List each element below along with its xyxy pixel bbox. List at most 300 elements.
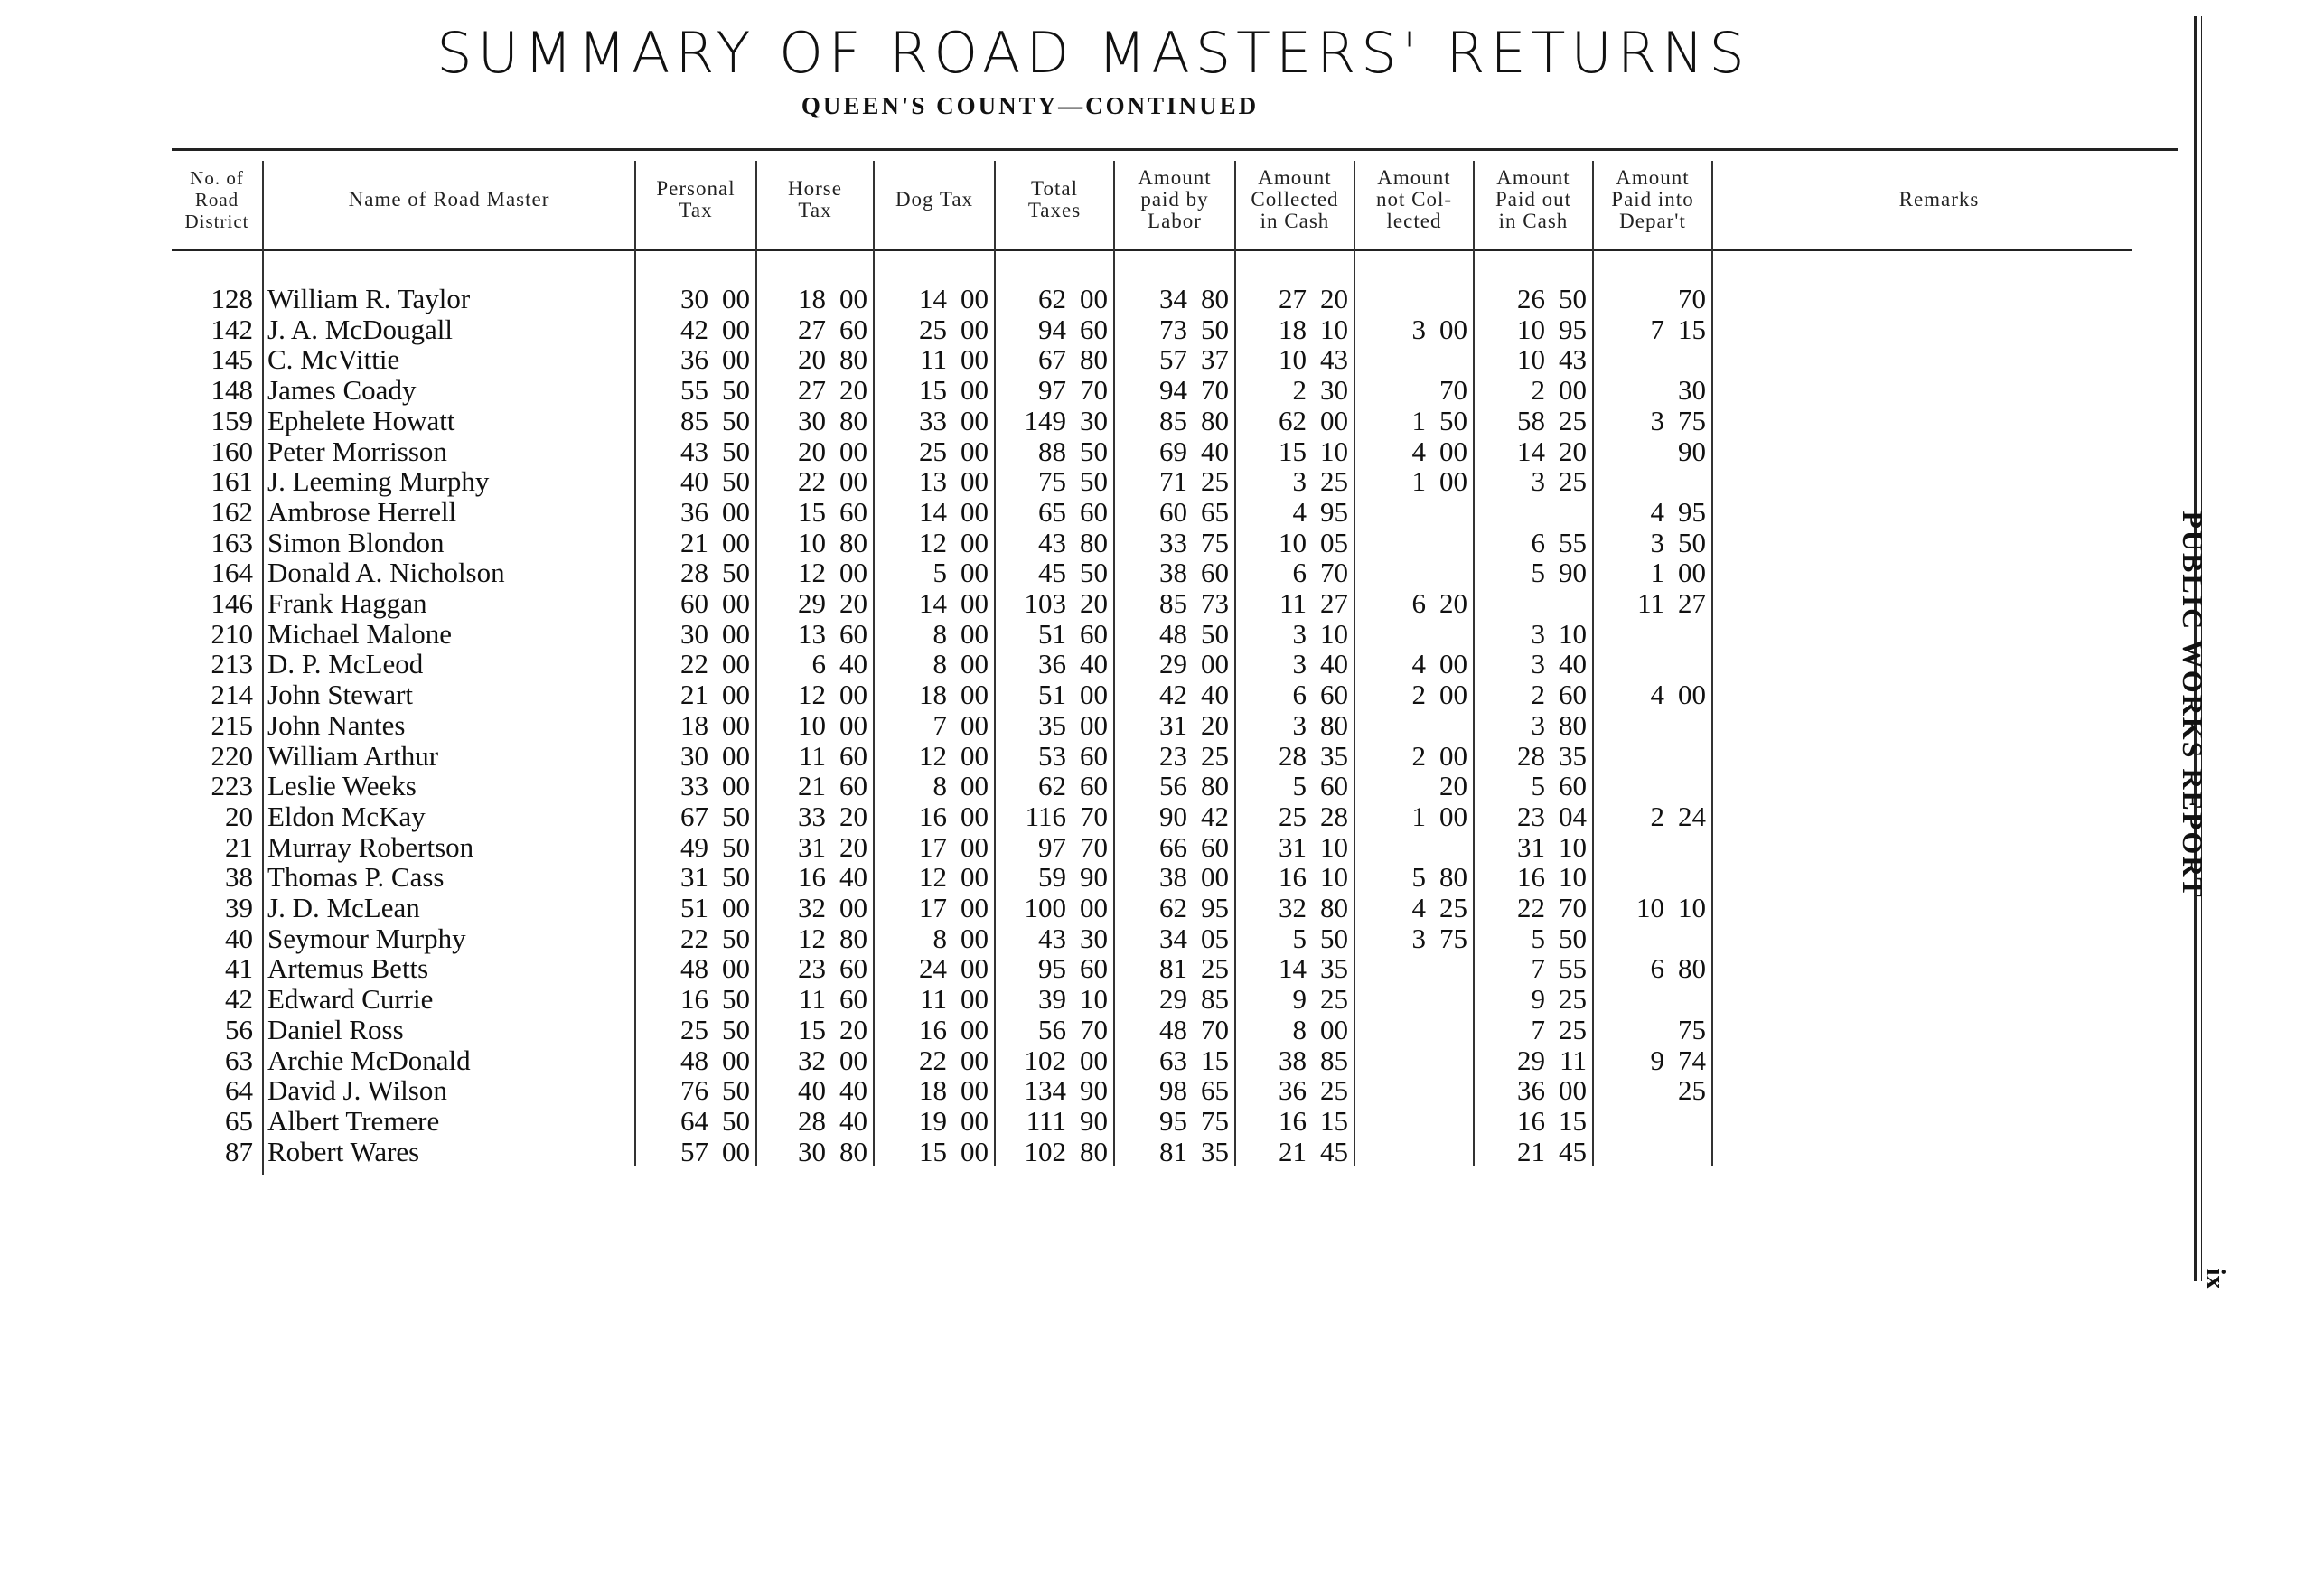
dollars: 5 [932, 557, 947, 589]
cents: 00 [839, 679, 867, 711]
cents: 90 [1080, 861, 1108, 894]
cents: 70 [1080, 800, 1108, 832]
cents: 60 [839, 739, 867, 772]
cents: 74 [1678, 1044, 1706, 1076]
dollars: 67 [680, 800, 708, 832]
cents: 00 [722, 313, 750, 345]
cents: 00 [961, 1074, 989, 1107]
cents: 20 [1559, 435, 1587, 467]
table-row [0, 284, 2169, 314]
cents: 15 [1678, 313, 1706, 345]
paidout-amount [1475, 832, 1587, 863]
paidinto-amount [1594, 862, 1706, 893]
dollars: 48 [680, 952, 708, 985]
dollars: 11 [920, 983, 947, 1016]
cents: 00 [722, 1135, 750, 1167]
district-number: 160 [211, 435, 253, 467]
dollars: 10 [1517, 313, 1545, 345]
cents: 43 [1320, 343, 1348, 376]
dollars: 10 [1517, 343, 1545, 376]
horse-amount [755, 284, 867, 314]
dog-amount [876, 497, 989, 528]
dollars: 21 [798, 770, 826, 802]
dollars: 22 [798, 465, 826, 498]
dollars: 14 [919, 495, 947, 528]
collected-amount [1236, 406, 1348, 436]
table-row [0, 832, 2169, 863]
cents: 30 [1320, 374, 1348, 407]
collected-amount [1236, 1015, 1348, 1045]
personal-amount [638, 375, 750, 406]
dollars: 2 [1650, 800, 1664, 832]
cents: 00 [961, 1044, 989, 1076]
dollars: 27 [798, 313, 826, 345]
header-amount-paid-into-depart: Amount Paid into Depar't [1611, 166, 1694, 232]
dollars: 30 [680, 617, 708, 650]
personal-amount [638, 497, 750, 528]
dollars: 2 [1411, 679, 1426, 711]
cents: 10 [1678, 892, 1706, 923]
cents: 75 [1201, 526, 1229, 558]
dollars: 57 [680, 1135, 708, 1167]
district-number: 41 [225, 952, 253, 985]
cents: 00 [961, 495, 989, 528]
horse-amount [755, 557, 867, 588]
paidout-amount [1475, 466, 1587, 497]
road-master-name: William Arthur [267, 739, 439, 772]
road-master-name: Artemus Betts [267, 952, 429, 985]
road-master-name: William R. Taylor [267, 283, 471, 314]
cents: 15 [1559, 1104, 1587, 1137]
notcollected-amount [1355, 557, 1467, 588]
dollars: 14 [919, 283, 947, 314]
table-row [0, 466, 2169, 497]
cents: 75 [1201, 1104, 1229, 1137]
total-amount [996, 1015, 1108, 1045]
dollars: 26 [1517, 283, 1545, 314]
notcollected-amount [1355, 1045, 1467, 1076]
road-master-name: John Nantes [267, 708, 406, 741]
personal-amount [638, 406, 750, 436]
cents: 80 [1201, 770, 1229, 802]
cents: 00 [961, 404, 989, 436]
paidout-amount [1475, 771, 1587, 801]
cents: 70 [1559, 892, 1587, 923]
cents: 11 [1560, 1044, 1587, 1076]
collected-amount [1236, 1106, 1348, 1137]
dollars: 18 [1279, 313, 1307, 345]
cents: 95 [1320, 495, 1348, 528]
cents: 45 [1320, 1135, 1348, 1167]
dollars: 85 [1159, 404, 1187, 436]
cents: 60 [1080, 313, 1108, 345]
personal-amount [638, 1106, 750, 1137]
total-amount [996, 619, 1108, 650]
dollars: 85 [1159, 587, 1187, 619]
personal-amount [638, 679, 750, 710]
paidout-amount [1475, 497, 1587, 528]
dollars: 9 [1650, 1044, 1664, 1076]
cents: 00 [961, 952, 989, 985]
dog-amount [876, 528, 989, 558]
total-amount [996, 1045, 1108, 1076]
cents: 00 [1320, 404, 1348, 436]
dollars: 38 [1159, 557, 1187, 589]
dollars: 7 [1531, 952, 1545, 985]
paidinto-amount [1594, 314, 1706, 345]
cents: 00 [722, 617, 750, 650]
dollars: 22 [680, 922, 708, 954]
labor-amount [1117, 1015, 1229, 1045]
personal-amount [638, 923, 750, 954]
dollars: 3 [1531, 617, 1545, 650]
cents: 05 [1320, 526, 1348, 558]
dollars: 5 [1411, 861, 1426, 894]
dollars: 21 [1279, 1135, 1307, 1167]
labor-amount [1117, 284, 1229, 314]
cents: 00 [961, 1104, 989, 1137]
cents: 27 [1320, 587, 1348, 619]
district-number: 20 [225, 800, 253, 832]
dollars: 6 [1292, 679, 1307, 711]
cents: 70 [1080, 1013, 1108, 1045]
district-number: 65 [225, 1104, 253, 1137]
cents: 20 [1320, 283, 1348, 314]
cents: 80 [839, 1135, 867, 1167]
dollars: 97 [1038, 830, 1066, 863]
cents: 00 [961, 770, 989, 802]
dollars: 23 [1517, 800, 1545, 832]
cents: 00 [1678, 679, 1706, 711]
dog-amount [876, 1137, 989, 1167]
cents: 70 [1439, 374, 1467, 407]
cents: 65 [1201, 1074, 1229, 1107]
cents: 80 [1439, 861, 1467, 894]
total-amount [996, 557, 1108, 588]
district-number: 223 [211, 770, 253, 802]
dollars: 18 [919, 1074, 947, 1107]
personal-amount [638, 832, 750, 863]
dollars: 48 [680, 1044, 708, 1076]
district-number: 162 [211, 495, 253, 528]
total-amount [996, 314, 1108, 345]
cents: 70 [1678, 283, 1706, 314]
road-master-name: Ephelete Howatt [267, 404, 455, 436]
dollars: 18 [680, 708, 708, 741]
dollars: 4 [1650, 495, 1664, 528]
personal-amount [638, 284, 750, 314]
paidinto-amount [1594, 406, 1706, 436]
district-number: 164 [211, 557, 253, 589]
cents: 60 [839, 983, 867, 1016]
horse-amount [755, 344, 867, 375]
total-amount [996, 710, 1108, 741]
side-label: PUBLIC WORKS REPORT [2177, 511, 2209, 899]
notcollected-amount [1355, 619, 1467, 650]
collected-amount [1236, 801, 1348, 832]
dollars: 18 [798, 283, 826, 314]
paidinto-amount [1594, 466, 1706, 497]
labor-amount [1117, 893, 1229, 923]
paidout-amount [1475, 436, 1587, 467]
cents: 50 [1320, 922, 1348, 954]
paidinto-amount [1594, 984, 1706, 1015]
horse-amount [755, 375, 867, 406]
dollars: 73 [1159, 313, 1187, 345]
paidinto-amount [1594, 528, 1706, 558]
dollars: 31 [798, 830, 826, 863]
cents: 50 [1559, 922, 1587, 954]
dollars: 4 [1411, 435, 1426, 467]
cents: 60 [1080, 739, 1108, 772]
cents: 40 [839, 861, 867, 894]
cents: 15 [1201, 1044, 1229, 1076]
paidinto-amount [1594, 679, 1706, 710]
notcollected-amount [1355, 497, 1467, 528]
cents: 85 [1201, 983, 1229, 1016]
total-amount [996, 1137, 1108, 1167]
dollars: 3 [1292, 617, 1307, 650]
cents: 80 [839, 922, 867, 954]
labor-amount [1117, 314, 1229, 345]
cents: 60 [1080, 952, 1108, 985]
paidout-amount [1475, 588, 1587, 619]
cents: 00 [1320, 1013, 1348, 1045]
cents: 25 [1320, 465, 1348, 498]
paidinto-amount [1594, 344, 1706, 375]
cents: 50 [1080, 435, 1108, 467]
cents: 90 [1678, 435, 1706, 467]
notcollected-amount [1355, 771, 1467, 801]
dollars: 10 [1279, 526, 1307, 558]
cents: 50 [722, 830, 750, 863]
dollars: 56 [1038, 1013, 1066, 1045]
paidinto-amount [1594, 649, 1706, 679]
dollars: 16 [798, 861, 826, 894]
cents: 28 [1320, 800, 1348, 832]
cents: 05 [1201, 922, 1229, 954]
collected-amount [1236, 984, 1348, 1015]
notcollected-amount [1355, 649, 1467, 679]
dollars: 28 [798, 1104, 826, 1137]
cents: 10 [1559, 830, 1587, 863]
cents: 00 [1439, 435, 1467, 467]
labor-amount [1117, 984, 1229, 1015]
personal-amount [638, 1075, 750, 1106]
dollars: 12 [798, 557, 826, 589]
cents: 80 [839, 404, 867, 436]
personal-amount [638, 1015, 750, 1045]
dollars: 53 [1038, 739, 1066, 772]
cents: 10 [1559, 861, 1587, 894]
cents: 00 [961, 1013, 989, 1045]
cents: 20 [1439, 770, 1467, 802]
personal-amount [638, 649, 750, 679]
dollars: 34 [1159, 283, 1187, 314]
cents: 00 [961, 922, 989, 954]
cents: 00 [1439, 313, 1467, 345]
cents: 00 [1439, 739, 1467, 772]
district-number: 148 [211, 374, 253, 407]
cents: 50 [1439, 404, 1467, 436]
dollars: 16 [1279, 861, 1307, 894]
horse-amount [755, 710, 867, 741]
header-remarks: Remarks [1898, 188, 1980, 211]
notcollected-amount [1355, 893, 1467, 923]
dollars: 43 [1038, 922, 1066, 954]
dollars: 40 [798, 1074, 826, 1107]
dollars: 81 [1159, 952, 1187, 985]
notcollected-amount [1355, 1015, 1467, 1045]
personal-amount [638, 344, 750, 375]
horse-amount [755, 923, 867, 954]
dog-amount [876, 679, 989, 710]
cents: 60 [1559, 770, 1587, 802]
paidout-amount [1475, 1137, 1587, 1167]
dollars: 56 [1159, 770, 1187, 802]
cents: 00 [961, 800, 989, 832]
dollars: 20 [798, 343, 826, 376]
paidinto-amount [1594, 1075, 1706, 1106]
notcollected-amount [1355, 528, 1467, 558]
header-dog-tax: Dog Tax [895, 188, 974, 211]
cents: 95 [1201, 892, 1229, 923]
cents: 00 [839, 283, 867, 314]
total-amount [996, 1106, 1108, 1137]
paidinto-amount [1594, 801, 1706, 832]
cents: 00 [839, 557, 867, 589]
dollars: 3 [1650, 404, 1664, 436]
labor-amount [1117, 1106, 1229, 1137]
dollars: 8 [932, 922, 947, 954]
labor-amount [1117, 497, 1229, 528]
dollars: 11 [799, 739, 826, 772]
dollars: 81 [1159, 1135, 1187, 1167]
notcollected-amount [1355, 344, 1467, 375]
cents: 30 [1080, 404, 1108, 436]
dollars: 20 [798, 435, 826, 467]
collected-amount [1236, 710, 1348, 741]
collected-amount [1236, 1137, 1348, 1167]
district-number: 38 [225, 861, 253, 894]
cents: 50 [722, 861, 750, 894]
cents: 70 [1201, 1013, 1229, 1045]
cents: 80 [1320, 892, 1348, 923]
dollars: 10 [1279, 343, 1307, 376]
cents: 20 [839, 1013, 867, 1045]
paidinto-amount [1594, 1045, 1706, 1076]
dollars: 40 [680, 465, 708, 498]
dollars: 94 [1038, 313, 1066, 345]
labor-amount [1117, 710, 1229, 741]
cents: 00 [961, 526, 989, 558]
cents: 20 [839, 830, 867, 863]
district-number: 42 [225, 983, 253, 1016]
paidinto-amount [1594, 588, 1706, 619]
page-subtitle: QUEEN'S COUNTY—CONTINUED [801, 92, 1260, 119]
road-master-name: Frank Haggan [267, 587, 427, 619]
header-name: Name of Road Master [348, 188, 550, 211]
labor-amount [1117, 619, 1229, 650]
cents: 50 [1201, 617, 1229, 650]
dollars: 5 [1531, 770, 1545, 802]
cents: 25 [1201, 465, 1229, 498]
road-master-name: Archie McDonald [267, 1044, 471, 1076]
cents: 20 [839, 800, 867, 832]
cents: 40 [839, 648, 867, 680]
district-number: 128 [211, 283, 253, 314]
collected-amount [1236, 862, 1348, 893]
cents: 25 [1439, 892, 1467, 923]
cents: 20 [1201, 708, 1229, 741]
labor-amount [1117, 375, 1229, 406]
cents: 40 [1080, 648, 1108, 680]
collected-amount [1236, 528, 1348, 558]
paidinto-amount [1594, 953, 1706, 984]
cents: 60 [1559, 679, 1587, 711]
cents: 00 [961, 830, 989, 863]
dollars: 100 [1024, 892, 1066, 923]
dollars: 12 [798, 679, 826, 711]
dollars: 22 [919, 1044, 947, 1076]
dollars: 71 [1159, 465, 1187, 498]
cents: 80 [1080, 343, 1108, 376]
dollars: 62 [1038, 283, 1066, 314]
paidinto-amount [1594, 619, 1706, 650]
top-rule [172, 148, 2178, 151]
collected-amount [1236, 344, 1348, 375]
dog-amount [876, 1045, 989, 1076]
paidout-amount [1475, 923, 1587, 954]
horse-amount [755, 436, 867, 467]
dollars: 62 [1279, 404, 1307, 436]
dog-amount [876, 406, 989, 436]
dollars: 12 [919, 739, 947, 772]
cents: 60 [1320, 679, 1348, 711]
cents: 00 [1439, 679, 1467, 711]
dollars: 7 [1650, 313, 1664, 345]
cents: 80 [1320, 708, 1348, 741]
collected-amount [1236, 619, 1348, 650]
table-row [0, 1015, 2169, 1045]
cents: 43 [1559, 343, 1587, 376]
labor-amount [1117, 528, 1229, 558]
dollars: 21 [680, 526, 708, 558]
personal-amount [638, 771, 750, 801]
cents: 80 [1201, 404, 1229, 436]
dog-amount [876, 619, 989, 650]
cents: 40 [1559, 648, 1587, 680]
dollars: 25 [919, 313, 947, 345]
labor-amount [1117, 649, 1229, 679]
horse-amount [755, 1015, 867, 1045]
dollars: 16 [680, 983, 708, 1016]
dog-amount [876, 588, 989, 619]
cents: 25 [1559, 983, 1587, 1016]
collected-amount [1236, 588, 1348, 619]
dollars: 30 [680, 283, 708, 314]
cents: 35 [1559, 739, 1587, 772]
notcollected-amount [1355, 466, 1467, 497]
cents: 42 [1201, 800, 1229, 832]
dollars: 36 [1517, 1074, 1545, 1107]
table-row [0, 741, 2169, 772]
dog-amount [876, 771, 989, 801]
dollars: 8 [932, 770, 947, 802]
collected-amount [1236, 771, 1348, 801]
total-amount [996, 862, 1108, 893]
collected-amount [1236, 466, 1348, 497]
